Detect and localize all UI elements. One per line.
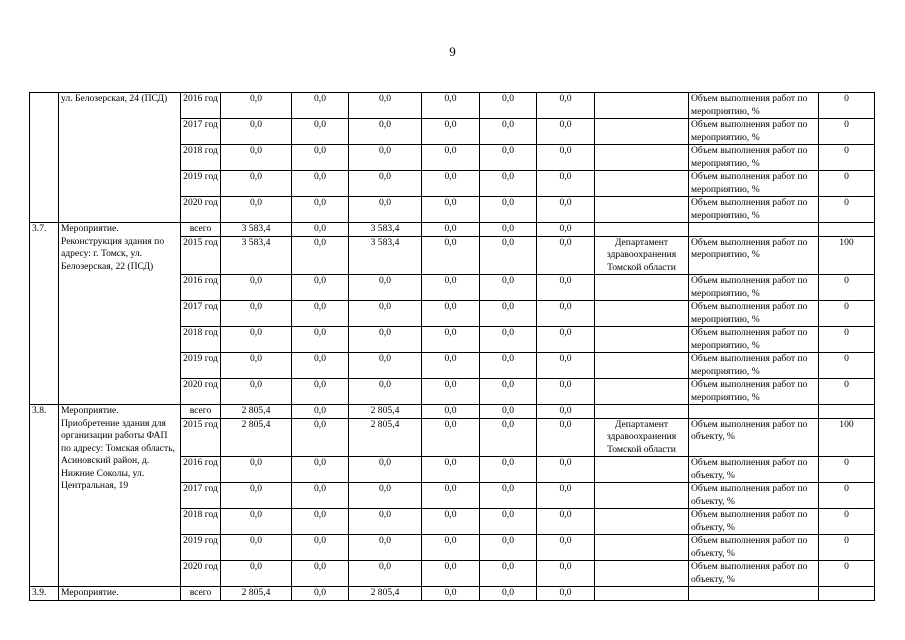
responsible-department-cell: [595, 223, 689, 237]
funding-value-cell: 3 583,4: [221, 223, 292, 237]
funding-value-cell: 0,0: [480, 353, 537, 379]
funding-value-cell: 0,0: [221, 275, 292, 301]
responsible-department-cell: [595, 509, 689, 535]
funding-value-cell: 0,0: [480, 418, 537, 457]
funding-value-cell: 3 583,4: [221, 236, 292, 275]
responsible-department-cell: [595, 275, 689, 301]
target-value-cell: 0: [819, 379, 875, 405]
year-cell: 2016 год: [181, 457, 221, 483]
funding-value-cell: 0,0: [422, 587, 480, 601]
funding-value-cell: 0,0: [422, 535, 480, 561]
target-value-cell: 0: [819, 483, 875, 509]
funding-value-cell: 0,0: [349, 145, 422, 171]
table-row: [30, 223, 875, 237]
year-cell: всего: [181, 223, 221, 237]
funding-value-cell: 0,0: [349, 509, 422, 535]
funding-value-cell: 0,0: [349, 561, 422, 587]
funding-value-cell: 0,0: [349, 327, 422, 353]
table-row: [30, 93, 875, 119]
indicator-cell: Объем выполнения работ по объекту, %: [689, 561, 819, 587]
funding-value-cell: 0,0: [221, 535, 292, 561]
responsible-department-cell: [595, 301, 689, 327]
year-cell: 2017 год: [181, 483, 221, 509]
funding-value-cell: 0,0: [422, 327, 480, 353]
funding-value-cell: 0,0: [292, 93, 349, 119]
funding-value-cell: 2 805,4: [221, 405, 292, 419]
funding-value-cell: 0,0: [221, 327, 292, 353]
funding-value-cell: 2 805,4: [349, 587, 422, 601]
year-cell: 2016 год: [181, 275, 221, 301]
indicator-cell: Объем выполнения работ по мероприятию, %: [689, 275, 819, 301]
year-cell: всего: [181, 405, 221, 419]
funding-value-cell: 0,0: [480, 236, 537, 275]
funding-value-cell: 3 583,4: [349, 236, 422, 275]
indicator-cell: Объем выполнения работ по объекту, %: [689, 509, 819, 535]
funding-value-cell: 0,0: [349, 457, 422, 483]
funding-value-cell: 0,0: [221, 457, 292, 483]
target-value-cell: 0: [819, 457, 875, 483]
responsible-department-cell: [595, 483, 689, 509]
funding-value-cell: 0,0: [537, 145, 595, 171]
year-cell: 2019 год: [181, 353, 221, 379]
funding-value-cell: 0,0: [292, 275, 349, 301]
indicator-cell: Объем выполнения работ по объекту, %: [689, 535, 819, 561]
funding-value-cell: 0,0: [537, 379, 595, 405]
funding-value-cell: 0,0: [537, 561, 595, 587]
funding-value-cell: 0,0: [292, 119, 349, 145]
funding-value-cell: 0,0: [537, 353, 595, 379]
funding-value-cell: 0,0: [292, 535, 349, 561]
funding-value-cell: 0,0: [422, 197, 480, 223]
year-cell: 2018 год: [181, 145, 221, 171]
funding-value-cell: 0,0: [537, 509, 595, 535]
target-value-cell: 0: [819, 509, 875, 535]
responsible-department-cell: [595, 327, 689, 353]
responsible-department-cell: [595, 93, 689, 119]
funding-value-cell: 0,0: [349, 535, 422, 561]
activity-title: Мероприятие. Реконструкция здания по адресу: г. Томск, ул. Белозерская, 22 (ПСД): [59, 223, 181, 405]
funding-value-cell: 0,0: [292, 587, 349, 601]
indicator-cell: [689, 587, 819, 601]
funding-value-cell: 0,0: [292, 509, 349, 535]
page-number: 9: [449, 44, 456, 59]
funding-value-cell: 0,0: [480, 301, 537, 327]
funding-value-cell: 0,0: [537, 197, 595, 223]
funding-value-cell: 0,0: [221, 379, 292, 405]
table-row: [30, 405, 875, 419]
target-value-cell: 0: [819, 561, 875, 587]
funding-value-cell: 0,0: [221, 301, 292, 327]
funding-value-cell: 0,0: [292, 223, 349, 237]
funding-value-cell: 2 805,4: [221, 587, 292, 601]
funding-value-cell: 0,0: [292, 405, 349, 419]
responsible-department-cell: [595, 145, 689, 171]
funding-value-cell: 0,0: [422, 509, 480, 535]
funding-value-cell: 0,0: [480, 171, 537, 197]
funding-value-cell: 0,0: [537, 93, 595, 119]
responsible-department-cell: [595, 405, 689, 419]
funding-value-cell: 0,0: [292, 418, 349, 457]
funding-value-cell: 0,0: [349, 353, 422, 379]
target-value-cell: 100: [819, 236, 875, 275]
funding-value-cell: 0,0: [292, 561, 349, 587]
funding-value-cell: 0,0: [537, 171, 595, 197]
funding-value-cell: 2 805,4: [349, 418, 422, 457]
year-cell: 2017 год: [181, 301, 221, 327]
activity-title: Мероприятие.: [59, 587, 181, 601]
funding-value-cell: 0,0: [480, 457, 537, 483]
funding-value-cell: 0,0: [422, 379, 480, 405]
indicator-cell: Объем выполнения работ по мероприятию, %: [689, 119, 819, 145]
responsible-department-cell: [595, 353, 689, 379]
funding-value-cell: 0,0: [221, 171, 292, 197]
target-value-cell: 100: [819, 418, 875, 457]
target-value-cell: 0: [819, 93, 875, 119]
indicator-cell: [689, 223, 819, 237]
activity-number: 3.8.: [30, 405, 59, 587]
activity-number: 3.7.: [30, 223, 59, 405]
target-value-cell: 0: [819, 327, 875, 353]
indicator-cell: Объем выполнения работ по мероприятию, %: [689, 353, 819, 379]
funding-value-cell: 2 805,4: [221, 418, 292, 457]
funding-value-cell: 0,0: [537, 327, 595, 353]
funding-value-cell: 0,0: [349, 301, 422, 327]
indicator-cell: Объем выполнения работ по мероприятию, %: [689, 236, 819, 275]
indicator-cell: Объем выполнения работ по мероприятию, %: [689, 301, 819, 327]
year-cell: 2018 год: [181, 509, 221, 535]
responsible-department-cell: Департамент здравоохранения Томской области: [595, 418, 689, 457]
table-body: [30, 93, 875, 601]
responsible-department-cell: [595, 535, 689, 561]
responsible-department-cell: [595, 197, 689, 223]
indicator-cell: [689, 405, 819, 419]
funding-value-cell: 0,0: [221, 119, 292, 145]
indicator-cell: Объем выполнения работ по мероприятию, %: [689, 171, 819, 197]
funding-value-cell: 0,0: [349, 275, 422, 301]
indicator-cell: Объем выполнения работ по объекту, %: [689, 457, 819, 483]
year-cell: всего: [181, 587, 221, 601]
funding-value-cell: 0,0: [537, 119, 595, 145]
funding-value-cell: 0,0: [422, 457, 480, 483]
funding-value-cell: 0,0: [422, 405, 480, 419]
funding-value-cell: 0,0: [292, 145, 349, 171]
funding-value-cell: 0,0: [480, 483, 537, 509]
funding-value-cell: 0,0: [422, 119, 480, 145]
funding-value-cell: 0,0: [422, 418, 480, 457]
funding-value-cell: 0,0: [480, 509, 537, 535]
year-cell: 2017 год: [181, 119, 221, 145]
indicator-cell: Объем выполнения работ по объекту, %: [689, 483, 819, 509]
activity-title: ул. Белозерская, 24 (ПСД): [59, 93, 181, 223]
activity-number: 3.9.: [30, 587, 59, 601]
year-cell: 2020 год: [181, 197, 221, 223]
target-value-cell: [819, 223, 875, 237]
funding-value-cell: 0,0: [480, 197, 537, 223]
funding-value-cell: 0,0: [480, 145, 537, 171]
target-value-cell: [819, 405, 875, 419]
responsible-department-cell: [595, 171, 689, 197]
funding-value-cell: 0,0: [221, 483, 292, 509]
indicator-cell: Объем выполнения работ по объекту, %: [689, 418, 819, 457]
year-cell: 2019 год: [181, 171, 221, 197]
funding-value-cell: 0,0: [349, 197, 422, 223]
indicator-cell: Объем выполнения работ по мероприятию, %: [689, 145, 819, 171]
funding-value-cell: 0,0: [221, 509, 292, 535]
target-value-cell: 0: [819, 353, 875, 379]
target-value-cell: 0: [819, 145, 875, 171]
funding-value-cell: 0,0: [537, 483, 595, 509]
activity-title: Мероприятие. Приобретение здания для организации работы ФАП по адресу: Томская область, Асиновский район, д. Нижние Соколы, ул. Центральная, 19: [59, 405, 181, 587]
target-value-cell: 0: [819, 301, 875, 327]
funding-value-cell: 0,0: [292, 197, 349, 223]
funding-value-cell: 0,0: [349, 171, 422, 197]
funding-value-cell: 0,0: [537, 587, 595, 601]
funding-value-cell: 0,0: [292, 379, 349, 405]
funding-value-cell: 0,0: [292, 171, 349, 197]
funding-value-cell: 0,0: [292, 327, 349, 353]
responsible-department-cell: [595, 119, 689, 145]
funding-value-cell: 0,0: [422, 93, 480, 119]
funding-value-cell: 0,0: [349, 119, 422, 145]
responsible-department-cell: [595, 379, 689, 405]
funding-value-cell: 0,0: [537, 457, 595, 483]
year-cell: 2016 год: [181, 93, 221, 119]
funding-value-cell: 0,0: [422, 236, 480, 275]
year-cell: 2018 год: [181, 327, 221, 353]
funding-value-cell: 0,0: [480, 535, 537, 561]
funding-value-cell: 0,0: [480, 561, 537, 587]
target-value-cell: 0: [819, 535, 875, 561]
funding-value-cell: 0,0: [221, 145, 292, 171]
program-table: [29, 92, 875, 601]
funding-value-cell: 0,0: [480, 119, 537, 145]
target-value-cell: 0: [819, 119, 875, 145]
funding-value-cell: 0,0: [480, 587, 537, 601]
indicator-cell: Объем выполнения работ по мероприятию, %: [689, 327, 819, 353]
funding-value-cell: 0,0: [537, 418, 595, 457]
funding-value-cell: 0,0: [221, 93, 292, 119]
funding-value-cell: 0,0: [292, 483, 349, 509]
indicator-cell: Объем выполнения работ по мероприятию, %: [689, 379, 819, 405]
funding-value-cell: 0,0: [480, 275, 537, 301]
funding-value-cell: 0,0: [292, 353, 349, 379]
funding-value-cell: 0,0: [422, 483, 480, 509]
year-cell: 2020 год: [181, 379, 221, 405]
funding-value-cell: 0,0: [480, 405, 537, 419]
activity-number: [30, 93, 59, 223]
funding-value-cell: 0,0: [480, 379, 537, 405]
year-cell: 2020 год: [181, 561, 221, 587]
funding-value-cell: 0,0: [537, 223, 595, 237]
funding-value-cell: 0,0: [349, 379, 422, 405]
funding-value-cell: 0,0: [422, 223, 480, 237]
target-value-cell: 0: [819, 197, 875, 223]
year-cell: 2015 год: [181, 418, 221, 457]
funding-value-cell: 0,0: [480, 93, 537, 119]
funding-value-cell: 0,0: [537, 236, 595, 275]
funding-value-cell: 0,0: [422, 145, 480, 171]
funding-value-cell: 3 583,4: [349, 223, 422, 237]
funding-value-cell: 0,0: [422, 561, 480, 587]
responsible-department-cell: [595, 457, 689, 483]
funding-value-cell: 0,0: [292, 457, 349, 483]
funding-value-cell: 0,0: [349, 93, 422, 119]
target-value-cell: [819, 587, 875, 601]
funding-value-cell: 0,0: [537, 301, 595, 327]
year-cell: 2019 год: [181, 535, 221, 561]
funding-value-cell: 0,0: [537, 275, 595, 301]
indicator-cell: Объем выполнения работ по мероприятию, %: [689, 197, 819, 223]
target-value-cell: 0: [819, 171, 875, 197]
indicator-cell: Объем выполнения работ по мероприятию, %: [689, 93, 819, 119]
funding-value-cell: 0,0: [537, 405, 595, 419]
year-cell: 2015 год: [181, 236, 221, 275]
funding-value-cell: 0,0: [221, 197, 292, 223]
table-row: [30, 587, 875, 601]
funding-value-cell: 0,0: [221, 353, 292, 379]
funding-value-cell: 0,0: [537, 535, 595, 561]
target-value-cell: 0: [819, 275, 875, 301]
funding-value-cell: 0,0: [221, 561, 292, 587]
responsible-department-cell: [595, 561, 689, 587]
funding-value-cell: 0,0: [480, 327, 537, 353]
responsible-department-cell: [595, 587, 689, 601]
funding-value-cell: 0,0: [292, 236, 349, 275]
funding-value-cell: 2 805,4: [349, 405, 422, 419]
funding-value-cell: 0,0: [480, 223, 537, 237]
funding-value-cell: 0,0: [422, 353, 480, 379]
funding-value-cell: 0,0: [349, 483, 422, 509]
funding-value-cell: 0,0: [422, 171, 480, 197]
funding-value-cell: 0,0: [422, 301, 480, 327]
funding-value-cell: 0,0: [422, 275, 480, 301]
responsible-department-cell: Департамент здравоохранения Томской области: [595, 236, 689, 275]
funding-value-cell: 0,0: [292, 301, 349, 327]
